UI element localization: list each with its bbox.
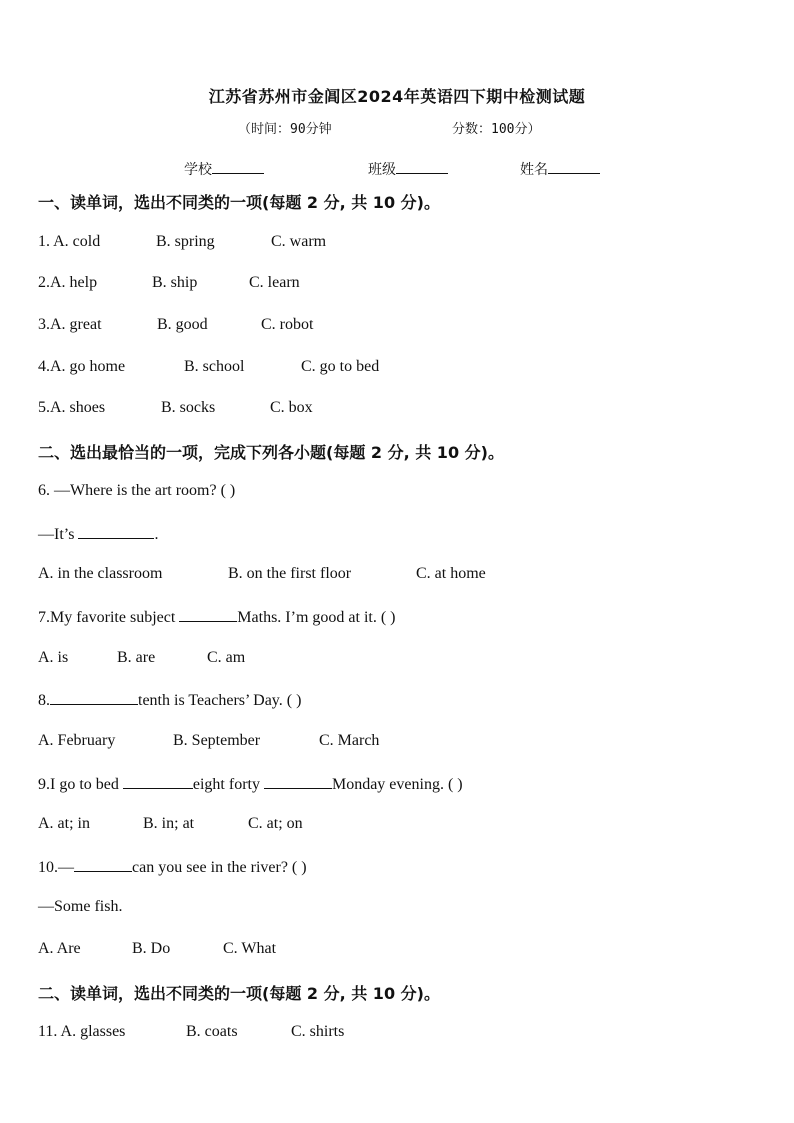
question-10-stem (38, 857, 307, 877)
question-8-option-a: A. February (38, 732, 116, 749)
question-9-stem (38, 774, 463, 794)
question-10-stem-end: can you see in the river? ( ) (132, 859, 307, 876)
question-6-option-c: C. at home (416, 565, 486, 582)
question-3-option-c: C. robot (261, 316, 314, 333)
question-2-option-b: B. ship (152, 274, 198, 291)
question-6-reply-text: —It’s (38, 526, 79, 543)
question-9-stem-start: 9.I go to bed (38, 776, 123, 793)
question-9-stem-middle: eight forty (192, 776, 264, 793)
question-6-stem: 6. —Where is the art room? ( ) (38, 482, 236, 499)
question-6-option-b: B. on the first floor (228, 565, 352, 582)
question-10-option-c: C. What (223, 940, 277, 957)
question-10-stem-start: 10.— (38, 859, 74, 876)
question-5-option-a: 5.A. shoes (38, 399, 106, 416)
question-11-option-c: C. shirts (291, 1023, 345, 1040)
answer-blank (74, 857, 132, 872)
question-2-option-c: C. learn (249, 274, 300, 291)
question-4-option-c: C. go to bed (301, 358, 380, 375)
question-5-option-c: C. box (270, 399, 313, 416)
question-6-reply-end: . (154, 526, 159, 543)
name-blank[interactable] (548, 159, 600, 174)
question-6-option-a: A. in the classroom (38, 565, 163, 582)
exam-score: 分数：100分） (452, 122, 541, 137)
question-3-option-a: 3.A. great (38, 316, 102, 333)
page-title: 江苏省苏州市金阊区2024年英语四下期中检测试题 (208, 87, 586, 106)
question-8-option-b: B. September (173, 732, 261, 749)
name-label: 姓名 (520, 162, 548, 178)
question-7-stem-end: Maths. I’m good at it. ( ) (237, 609, 396, 626)
class-blank[interactable] (396, 159, 448, 174)
question-11-option-a: 11. A. glasses (38, 1023, 126, 1040)
question-9-option-a: A. at; in (38, 815, 90, 832)
question-1-option-c: C. warm (271, 233, 327, 250)
answer-blank (123, 774, 193, 789)
question-2-option-a: 2.A. help (38, 274, 98, 291)
class-label: 班级 (368, 162, 396, 178)
section-1-heading: 一、读单词，选出不同类的一项(每题 2 分, 共 10 分)。 (38, 193, 440, 212)
question-4-option-b: B. school (184, 358, 245, 375)
school-blank[interactable] (212, 159, 264, 174)
question-9-stem-end: Monday evening. ( ) (331, 776, 463, 793)
question-7-option-c: C. am (207, 649, 246, 666)
section-3-heading: 二、读单词，选出不同类的一项(每题 2 分, 共 10 分)。 (38, 984, 440, 1003)
question-8-stem-end: tenth is Teachers’ Day. ( ) (138, 692, 302, 709)
answer-blank (50, 690, 138, 705)
question-6-reply (38, 524, 158, 544)
section-2-heading: 二、选出最恰当的一项，完成下列各小题(每题 2 分, 共 10 分)。 (38, 443, 504, 462)
question-1-option-a: 1. A. cold (38, 233, 101, 250)
name-field (520, 159, 600, 179)
school-label: 学校 (184, 162, 212, 178)
question-4-option-a: 4.A. go home (38, 358, 126, 375)
question-1-option-b: B. spring (156, 233, 215, 250)
answer-blank (179, 607, 237, 622)
answer-blank (264, 774, 332, 789)
question-10-reply: —Some fish. (38, 898, 123, 915)
question-8-option-c: C. March (319, 732, 380, 749)
class-field (368, 159, 448, 179)
question-10-option-a: A. Are (38, 940, 81, 957)
question-9-option-c: C. at; on (248, 815, 303, 832)
question-8-stem-start: 8. (38, 692, 50, 709)
question-3-option-b: B. good (157, 316, 208, 333)
question-7-stem (38, 607, 396, 627)
question-8-stem (38, 690, 301, 710)
exam-time: （时间：90分钟 (238, 122, 332, 137)
question-7-option-a: A. is (38, 649, 69, 666)
school-field (184, 159, 264, 179)
question-7-option-b: B. are (117, 649, 156, 666)
question-11-option-b: B. coats (186, 1023, 238, 1040)
question-9-option-b: B. in; at (143, 815, 195, 832)
question-7-stem-start: 7.My favorite subject (38, 609, 180, 626)
question-10-option-b: B. Do (132, 940, 171, 957)
question-5-option-b: B. socks (161, 399, 216, 416)
answer-blank (78, 524, 154, 539)
